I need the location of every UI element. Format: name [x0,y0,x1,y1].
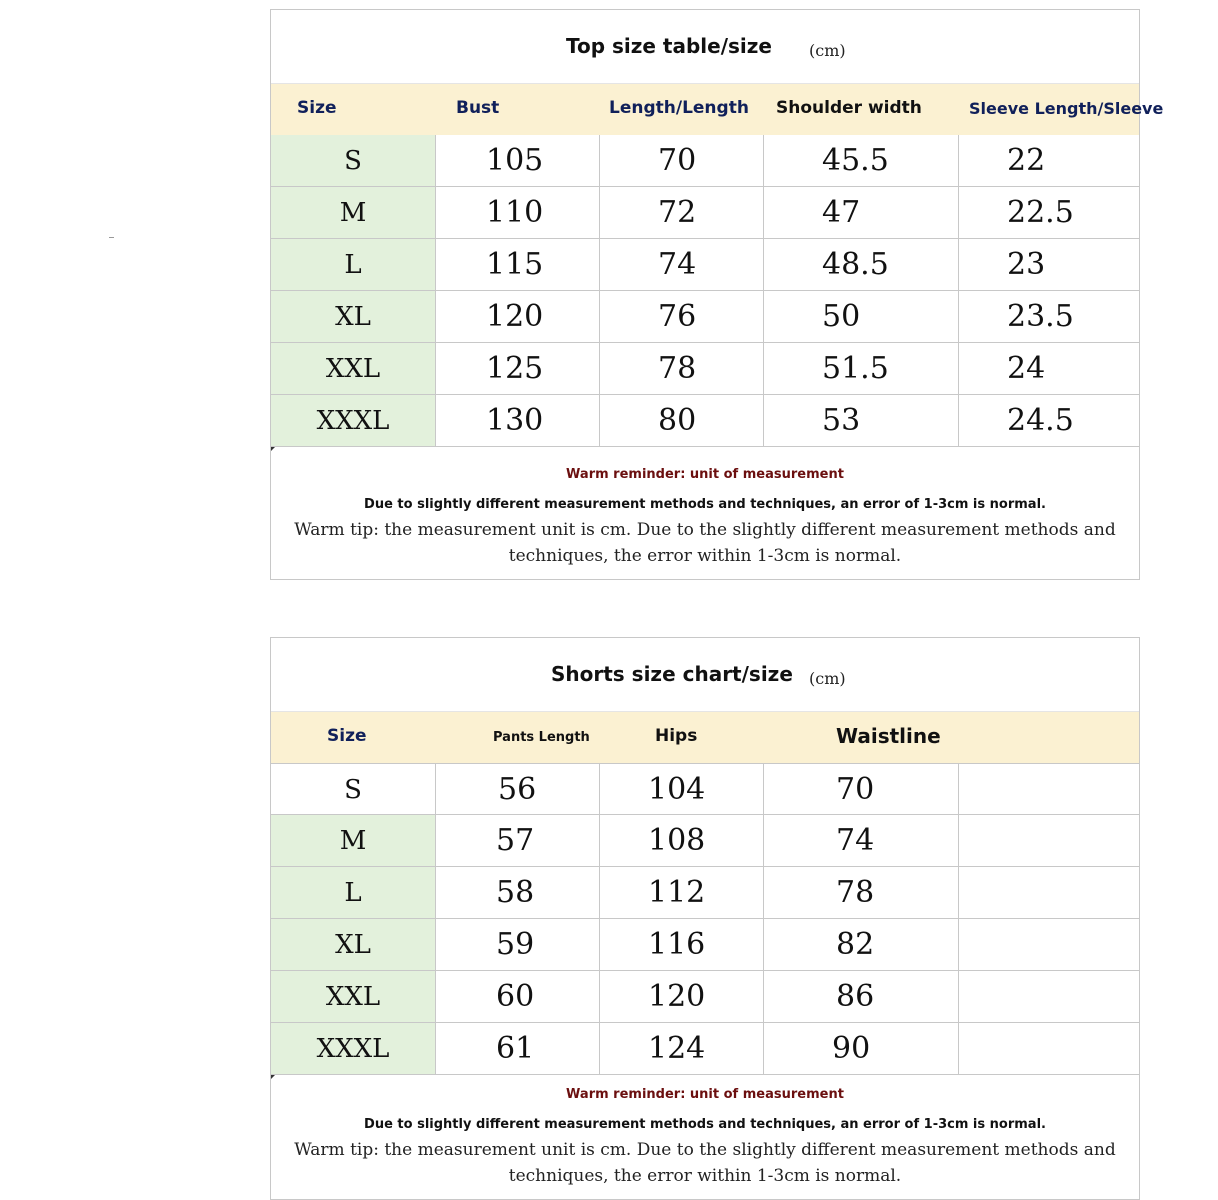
length-cell: 76 [600,291,764,342]
table-row [271,291,1139,343]
shorts-table-title-row [271,638,1139,712]
table-row [271,867,1139,919]
hips-cell: 120 [600,971,764,1022]
table-row [271,135,1139,187]
waistline-cell: 74 [764,815,959,866]
hips-cell: 104 [600,764,764,814]
shoulder-cell: 47 [764,187,959,238]
shoulder-cell: 53 [764,395,959,446]
sleeve-cell: 24.5 [1007,403,1074,438]
hips-cell: 116 [600,919,764,970]
length-cell: 78 [600,343,764,394]
pants-length-cell: 57 [436,815,600,866]
sleeve-cell: 22 [1007,143,1046,178]
shorts-table-header-row [271,712,1139,763]
warm-reminder: Warm reminder: unit of measurement [566,467,844,482]
table-row [271,395,1139,447]
shorts-table-notes [271,1075,1139,1189]
header-size: Size [327,726,367,746]
sleeve-cell: 24 [1007,351,1046,386]
header-waistline: Waistline [836,724,941,748]
pants-length-cell: 59 [436,919,600,970]
bust-cell: 125 [436,343,600,394]
pants-length-cell: 61 [436,1023,600,1074]
size-cell: S [271,135,436,186]
header-shoulder-width: Shoulder width [776,98,922,118]
table-row [271,1023,1139,1075]
waistline-cell: 90 [764,1023,959,1074]
empty-cell [959,815,1141,866]
corner-mark [271,1075,275,1079]
size-cell: M [271,815,436,866]
corner-mark [271,447,275,451]
header-bust: Bust [456,98,500,118]
header-hips: Hips [655,726,698,746]
size-cell: M [271,187,436,238]
length-cell: 80 [600,395,764,446]
stray-mark [109,237,114,238]
size-cell: L [271,239,436,290]
empty-cell [959,867,1141,918]
error-note: Due to slightly different measurement methods and techniques, an error of 1-3cm is normal. [364,1117,1046,1132]
bust-cell: 105 [436,135,600,186]
size-cell: XXXL [271,1023,436,1074]
bust-cell: 130 [436,395,600,446]
shoulder-cell: 50 [764,291,959,342]
bust-cell: 115 [436,239,600,290]
header-length: Length/Length [609,98,749,118]
table-row [271,763,1139,815]
empty-cell [959,919,1141,970]
table-row [271,919,1139,971]
waistline-cell: 82 [764,919,959,970]
hips-cell: 124 [600,1023,764,1074]
hips-cell: 108 [600,815,764,866]
sleeve-cell: 22.5 [1007,195,1074,230]
header-size: Size [297,98,337,118]
table-row [271,343,1139,395]
length-cell: 74 [600,239,764,290]
top-table-body [271,135,1139,447]
warm-reminder: Warm reminder: unit of measurement [566,1087,844,1102]
top-table-header-row [271,84,1164,135]
table-row [271,239,1139,291]
shorts-table-body [271,763,1139,1075]
size-cell: XXL [271,343,436,394]
warm-tip: Warm tip: the measurement unit is cm. Due to the slightly different measurement methods and techniques, the error within 1-3cm is normal. [294,520,1116,566]
size-cell: L [271,867,436,918]
size-cell: S [271,764,436,814]
waistline-cell: 70 [764,764,959,814]
table-row [271,815,1139,867]
top-size-table [270,9,1164,580]
header-sleeve-length: Sleeve Length/Sleeve [969,99,1164,118]
length-cell: 72 [600,187,764,238]
hips-cell: 112 [600,867,764,918]
table-row [271,971,1139,1023]
shoulder-cell: 51.5 [764,343,959,394]
pants-length-cell: 58 [436,867,600,918]
sleeve-cell: 23 [1007,247,1046,282]
warm-tip: Warm tip: the measurement unit is cm. Due to the slightly different measurement methods and techniques, the error within 1-3cm is normal. [294,1140,1116,1186]
length-cell: 70 [600,135,764,186]
header-pants-length: Pants Length [493,730,590,745]
sleeve-cell: 23.5 [1007,299,1074,334]
top-table-unit: (cm) [809,41,846,60]
shorts-size-table [270,637,1140,1200]
empty-cell [959,971,1141,1022]
bust-cell: 120 [436,291,600,342]
shoulder-cell: 48.5 [764,239,959,290]
top-table-title-row [271,10,1139,84]
waistline-cell: 78 [764,867,959,918]
bust-cell: 110 [436,187,600,238]
empty-cell [959,1023,1141,1074]
table-row [271,187,1139,239]
waistline-cell: 86 [764,971,959,1022]
shoulder-cell: 45.5 [764,135,959,186]
shorts-table-title: Shorts size chart/size [551,662,793,686]
top-table-notes [271,447,1139,569]
shorts-table-unit: (cm) [809,669,846,688]
size-cell: XL [271,291,436,342]
top-table-title: Top size table/size [566,34,772,58]
pants-length-cell: 60 [436,971,600,1022]
size-cell: XL [271,919,436,970]
error-note: Due to slightly different measurement methods and techniques, an error of 1-3cm is normal. [364,497,1046,512]
size-cell: XXXL [271,395,436,446]
pants-length-cell: 56 [436,764,600,814]
size-cell: XXL [271,971,436,1022]
empty-cell [959,764,1141,814]
